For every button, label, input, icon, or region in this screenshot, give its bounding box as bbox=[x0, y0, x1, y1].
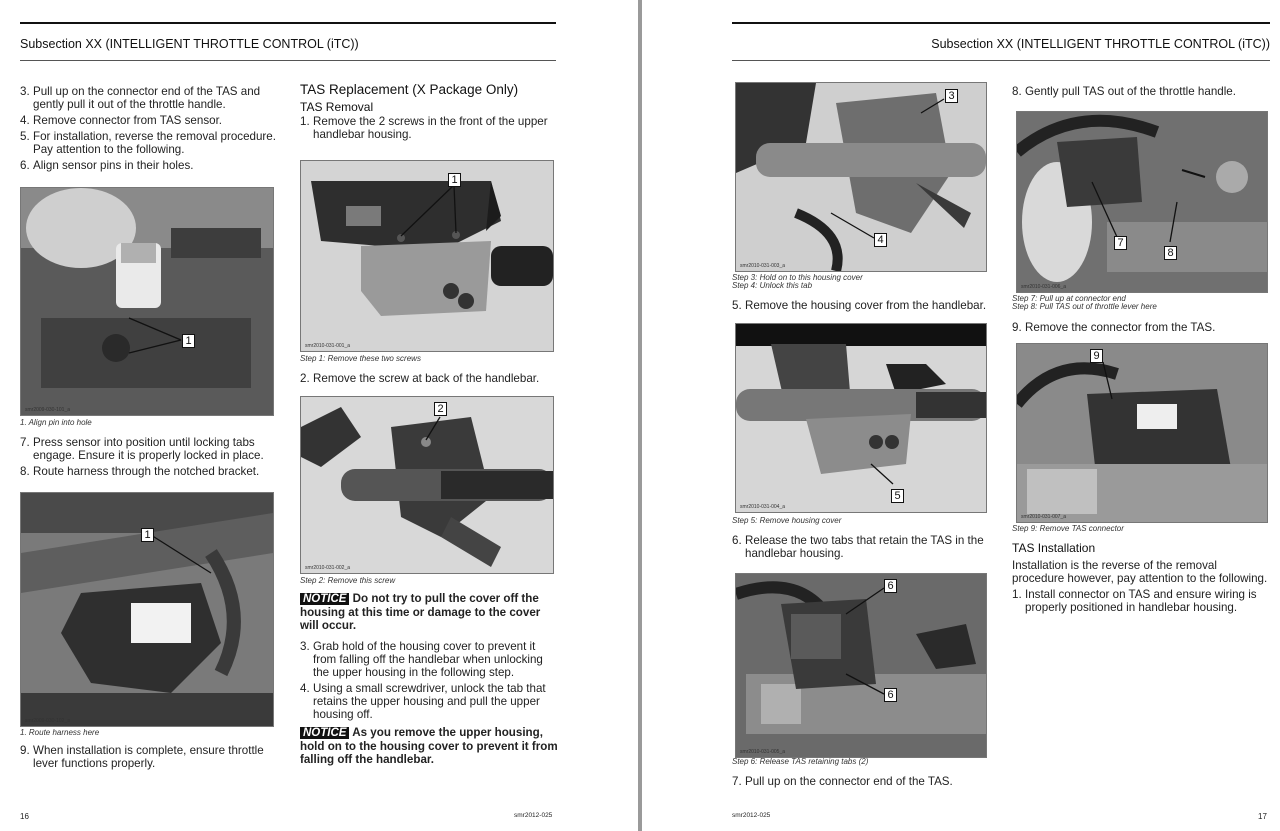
figure-caption: Step 9: Remove TAS connector bbox=[1012, 524, 1124, 533]
right-column-2a bbox=[1012, 85, 1270, 101]
notice-block: NOTICE Do not try to pull the cover off the housing at this time or damage to the cover will occur. bbox=[300, 592, 541, 632]
steps-list bbox=[732, 534, 990, 560]
list-item: 4. Remove connector from TAS sensor. bbox=[20, 114, 223, 127]
right-column-2c bbox=[1012, 542, 1270, 617]
steps-list bbox=[20, 85, 276, 172]
callout-1: 1 bbox=[141, 528, 154, 542]
list-item: 7. Pull up on the connector end of the TAS. bbox=[732, 775, 953, 788]
header-rule bbox=[732, 22, 1270, 24]
left-column-1b bbox=[20, 436, 276, 481]
callout-9: 9 bbox=[1090, 349, 1103, 363]
callout-2: 2 bbox=[434, 402, 447, 416]
steps-list bbox=[20, 436, 276, 478]
right-column-1a bbox=[732, 299, 990, 315]
subsection-title: TAS Removal bbox=[300, 100, 374, 114]
list-item: 9. Remove the connector from the TAS. bbox=[1012, 321, 1216, 334]
photo-handlebar-front bbox=[301, 161, 553, 351]
right-column-2b bbox=[1012, 321, 1270, 337]
right-column-1b bbox=[732, 534, 990, 563]
list-item: 3. Grab hold of the housing cover to prevent it from falling off the handlebar when unlocking the upper housing in the following step. bbox=[300, 640, 543, 679]
figure-caption: Step 3: Hold on to this housing cover bbox=[732, 273, 863, 282]
list-item: 1. Install connector on TAS and ensure wiring is properly positioned in handlebar housing. bbox=[1012, 588, 1257, 614]
figure-code: smr2009-030-101_a bbox=[25, 407, 71, 413]
figure-code: smr2010-031-001_a bbox=[305, 343, 351, 349]
figure-code: smr2010-031-006_a bbox=[1021, 284, 1067, 290]
page-number: 17 bbox=[1258, 812, 1267, 821]
list-item: 2. Remove the screw at back of the handlebar. bbox=[300, 372, 540, 385]
steps-list bbox=[20, 744, 276, 770]
left-page bbox=[0, 0, 638, 831]
left-column-1 bbox=[20, 85, 276, 175]
section-title: TAS Replacement (X Package Only) bbox=[300, 82, 519, 97]
callout-1: 1 bbox=[182, 334, 195, 348]
header-underline bbox=[732, 60, 1270, 61]
photo-handlebar-back bbox=[301, 397, 553, 573]
figure-caption: Step 8: Pull TAS out of throttle lever here bbox=[1012, 302, 1157, 311]
figure-caption: Step 1: Remove these two screws bbox=[300, 354, 421, 363]
list-item: 5. Remove the housing cover from the handlebar. bbox=[732, 299, 987, 312]
left-column-2c bbox=[300, 592, 558, 769]
figure-code: smr2009-030-102_a bbox=[25, 718, 71, 724]
photo-tas-connector bbox=[1017, 344, 1267, 522]
figure-code: smr2010-031-003_a bbox=[740, 263, 786, 269]
steps-list bbox=[1012, 588, 1270, 614]
callout-6: 6 bbox=[884, 579, 897, 593]
photo-housing-removed bbox=[736, 324, 986, 512]
photo-tas-pull bbox=[1017, 112, 1267, 292]
right-page bbox=[642, 0, 1280, 831]
steps-list bbox=[300, 640, 558, 721]
page-header: Subsection XX (INTELLIGENT THROTTLE CONTROL (iTC)) bbox=[20, 37, 359, 51]
figure-code: smr2010-031-007_a bbox=[1021, 514, 1067, 520]
figure-code: smr2010-031-005_a bbox=[740, 749, 786, 755]
header-rule bbox=[20, 22, 556, 24]
list-item: 3. Pull up on the connector end of the TAS and gently pull it out of the throttle handle. bbox=[20, 85, 261, 111]
callout-4: 4 bbox=[874, 233, 887, 247]
figure-code: smr2010-031-002_a bbox=[305, 565, 351, 571]
list-item: 1. Remove the 2 screws in the front of the upper handlebar housing. bbox=[300, 115, 548, 141]
left-column-2 bbox=[300, 83, 558, 144]
list-item: 7. Press sensor into position until locking tabs engage. Ensure it is properly locked in place. bbox=[20, 436, 264, 462]
callout-7: 7 bbox=[1114, 236, 1127, 250]
figure-caption: 1. Route harness here bbox=[20, 728, 100, 737]
steps-list bbox=[1012, 85, 1270, 98]
list-item: 6. Align sensor pins in their holes. bbox=[20, 159, 194, 172]
figure-caption: Step 2: Remove this screw bbox=[300, 576, 396, 585]
figure-caption: Step 4: Unlock this tab bbox=[732, 281, 813, 290]
list-item: 6. Release the two tabs that retain the TAS in the handlebar housing. bbox=[732, 534, 984, 560]
notice-label: NOTICE bbox=[300, 727, 349, 739]
figure-code: smr2010-031-004_a bbox=[740, 504, 786, 510]
figure-caption: Step 7: Pull up at connector end bbox=[1012, 294, 1126, 303]
doc-code: smr2012-025 bbox=[514, 812, 553, 819]
steps-list bbox=[1012, 321, 1270, 334]
figure-caption: Step 6: Release TAS retaining tabs (2) bbox=[732, 757, 869, 766]
steps-list bbox=[300, 372, 558, 385]
left-column-2b bbox=[300, 372, 558, 388]
figure-pull-tas bbox=[1016, 111, 1268, 293]
photo-tas-tabs bbox=[736, 574, 986, 757]
callout-6b: 6 bbox=[884, 688, 897, 702]
notice-block: NOTICE As you remove the upper housing, hold on to the housing cover to prevent it from falling off the handlebar. bbox=[300, 726, 558, 766]
callout-3: 3 bbox=[945, 89, 958, 103]
figure-route-harness bbox=[20, 492, 274, 727]
figure-caption: Step 5: Remove housing cover bbox=[732, 516, 842, 525]
list-item: 8. Gently pull TAS out of the throttle handle. bbox=[1012, 85, 1236, 98]
paragraph: Installation is the reverse of the removal procedure however, pay attention to the following. bbox=[1012, 559, 1268, 585]
figure-remove-screw bbox=[300, 396, 554, 574]
notice-label: NOTICE bbox=[300, 593, 349, 605]
callout-8: 8 bbox=[1164, 246, 1177, 260]
page-header: Subsection XX (INTELLIGENT THROTTLE CONTROL (iTC)) bbox=[931, 37, 1270, 51]
photo-housing-cover bbox=[736, 83, 986, 271]
subsection-title: TAS Installation bbox=[1012, 541, 1096, 555]
steps-list bbox=[732, 299, 990, 312]
list-item: 4. Using a small screwdriver, unlock the tab that retains the upper housing and pull the upper housing off. bbox=[300, 682, 546, 721]
callout-5: 5 bbox=[891, 489, 904, 503]
figure-remove-connector bbox=[1016, 343, 1268, 523]
page-number: 16 bbox=[20, 812, 29, 821]
left-column-1c bbox=[20, 744, 276, 773]
figure-align-pin bbox=[20, 187, 274, 416]
figure-housing-cover bbox=[735, 82, 987, 272]
photo-sensor-pins bbox=[21, 188, 273, 415]
steps-list bbox=[732, 775, 990, 788]
figure-release-tabs bbox=[735, 573, 987, 758]
list-item: 8. Route harness through the notched bracket. bbox=[20, 465, 260, 478]
right-column-1c bbox=[732, 775, 990, 791]
figure-remove-screws bbox=[300, 160, 554, 352]
figure-caption: 1. Align pin into hole bbox=[20, 418, 92, 427]
steps-list bbox=[300, 115, 558, 141]
callout-1: 1 bbox=[448, 173, 461, 187]
list-item: 9. When installation is complete, ensure throttle lever functions properly. bbox=[20, 744, 264, 770]
header-underline bbox=[20, 60, 556, 61]
doc-code: smr2012-025 bbox=[732, 812, 771, 819]
list-item: 5. For installation, reverse the removal procedure. Pay attention to the following. bbox=[20, 130, 276, 156]
figure-remove-housing-cover bbox=[735, 323, 987, 513]
